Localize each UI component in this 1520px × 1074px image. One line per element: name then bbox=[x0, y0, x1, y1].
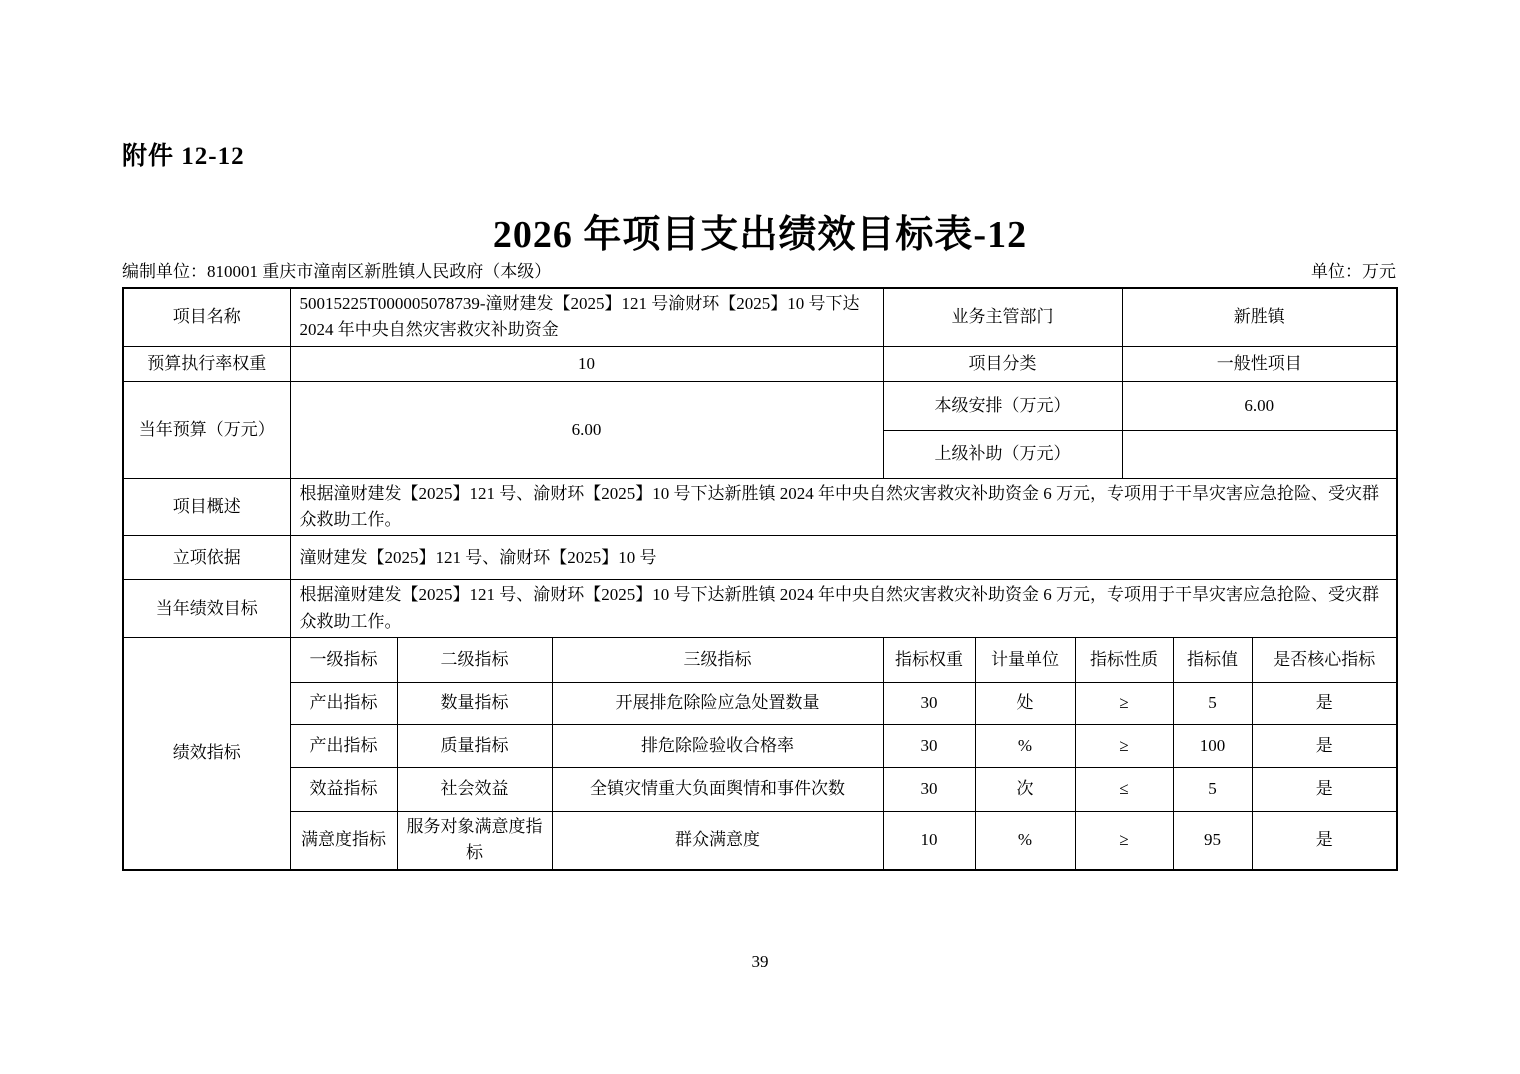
indicator-level2: 服务对象满意度指标 bbox=[397, 812, 552, 870]
indicator-header-unit: 计量单位 bbox=[975, 638, 1075, 683]
indicator-nature: ≥ bbox=[1075, 683, 1173, 725]
prepared-by-label: 编制单位：810001 重庆市潼南区新胜镇人民政府（本级） bbox=[122, 262, 552, 281]
indicator-unit: 处 bbox=[975, 683, 1075, 725]
budget-weight-label: 预算执行率权重 bbox=[123, 346, 290, 381]
indicator-header-nature: 指标性质 bbox=[1075, 638, 1173, 683]
indicator-unit: % bbox=[975, 725, 1075, 768]
table-row bbox=[123, 381, 1397, 430]
superior-subsidy-value bbox=[1122, 430, 1397, 478]
indicator-level3: 开展排危除险应急处置数量 bbox=[552, 683, 883, 725]
indicator-level3: 群众满意度 bbox=[552, 812, 883, 870]
indicator-value: 5 bbox=[1173, 768, 1252, 812]
project-name-value: 50015225T000005078739-潼财建发【2025】121 号渝财环【2025】10 号下达 2024 年中央自然灾害救灾补助资金 bbox=[290, 288, 883, 346]
indicator-header-level2: 二级指标 bbox=[397, 638, 552, 683]
unit-note-label: 单位：万元 bbox=[1311, 262, 1396, 281]
indicator-unit: % bbox=[975, 812, 1075, 870]
local-arrangement-label: 本级安排（万元） bbox=[883, 381, 1122, 430]
indicator-level1: 效益指标 bbox=[290, 768, 397, 812]
page-title: 2026 年项目支出绩效目标表-12 bbox=[492, 214, 1028, 256]
indicator-core: 是 bbox=[1252, 768, 1397, 812]
indicator-level2: 数量指标 bbox=[397, 683, 552, 725]
indicator-core: 是 bbox=[1252, 812, 1397, 870]
indicator-header-level1: 一级指标 bbox=[290, 638, 397, 683]
indicator-level2: 社会效益 bbox=[397, 768, 552, 812]
indicator-row bbox=[123, 725, 1397, 768]
meta-row bbox=[122, 257, 1396, 282]
table-row bbox=[123, 478, 1397, 536]
goal-value: 根据潼财建发【2025】121 号、渝财环【2025】10 号下达新胜镇 2024 年中央自然灾害救灾补助资金 6 万元，专项用于干旱灾害应急抢险、受灾群众救助工作。 bbox=[290, 580, 1397, 638]
table-row bbox=[123, 536, 1397, 580]
indicator-nature: ≥ bbox=[1075, 725, 1173, 768]
indicator-row bbox=[123, 812, 1397, 870]
attachment-label: 附件 12-12 bbox=[122, 143, 245, 170]
table-row bbox=[123, 288, 1397, 346]
annual-budget-label: 当年预算（万元） bbox=[123, 381, 290, 478]
project-name-label: 项目名称 bbox=[123, 288, 290, 346]
indicator-weight: 10 bbox=[883, 812, 975, 870]
indicator-value: 95 bbox=[1173, 812, 1252, 870]
indicator-value: 100 bbox=[1173, 725, 1252, 768]
overview-label: 项目概述 bbox=[123, 478, 290, 536]
indicator-level1: 满意度指标 bbox=[290, 812, 397, 870]
indicator-section-label: 绩效指标 bbox=[123, 638, 290, 870]
indicator-header-row bbox=[123, 638, 1397, 683]
performance-target-table bbox=[122, 287, 1398, 871]
table-row bbox=[123, 346, 1397, 381]
budget-weight-value: 10 bbox=[290, 346, 883, 381]
category-label: 项目分类 bbox=[883, 346, 1122, 381]
page-number: 39 bbox=[751, 952, 769, 971]
superior-subsidy-label: 上级补助（万元） bbox=[883, 430, 1122, 478]
indicator-weight: 30 bbox=[883, 683, 975, 725]
indicator-value: 5 bbox=[1173, 683, 1252, 725]
indicator-level3: 全镇灾情重大负面舆情和事件次数 bbox=[552, 768, 883, 812]
indicator-level1: 产出指标 bbox=[290, 683, 397, 725]
indicator-nature: ≤ bbox=[1075, 768, 1173, 812]
basis-label: 立项依据 bbox=[123, 536, 290, 580]
category-value: 一般性项目 bbox=[1122, 346, 1397, 381]
indicator-row bbox=[123, 683, 1397, 725]
indicator-level2: 质量指标 bbox=[397, 725, 552, 768]
overview-value: 根据潼财建发【2025】121 号、渝财环【2025】10 号下达新胜镇 2024 年中央自然灾害救灾补助资金 6 万元，专项用于干旱灾害应急抢险、受灾群众救助工作。 bbox=[290, 478, 1397, 536]
indicator-header-level3: 三级指标 bbox=[552, 638, 883, 683]
dept-value: 新胜镇 bbox=[1122, 288, 1397, 346]
table-row bbox=[123, 580, 1397, 638]
indicator-nature: ≥ bbox=[1075, 812, 1173, 870]
indicator-header-weight: 指标权重 bbox=[883, 638, 975, 683]
dept-label: 业务主管部门 bbox=[883, 288, 1122, 346]
goal-label: 当年绩效目标 bbox=[123, 580, 290, 638]
indicator-row bbox=[123, 768, 1397, 812]
indicator-weight: 30 bbox=[883, 768, 975, 812]
indicator-header-value: 指标值 bbox=[1173, 638, 1252, 683]
indicator-core: 是 bbox=[1252, 725, 1397, 768]
basis-value: 潼财建发【2025】121 号、渝财环【2025】10 号 bbox=[290, 536, 1397, 580]
indicator-header-core: 是否核心指标 bbox=[1252, 638, 1397, 683]
indicator-unit: 次 bbox=[975, 768, 1075, 812]
indicator-core: 是 bbox=[1252, 683, 1397, 725]
annual-budget-value: 6.00 bbox=[290, 381, 883, 478]
local-arrangement-value: 6.00 bbox=[1122, 381, 1397, 430]
indicator-level3: 排危除险验收合格率 bbox=[552, 725, 883, 768]
indicator-weight: 30 bbox=[883, 725, 975, 768]
indicator-level1: 产出指标 bbox=[290, 725, 397, 768]
